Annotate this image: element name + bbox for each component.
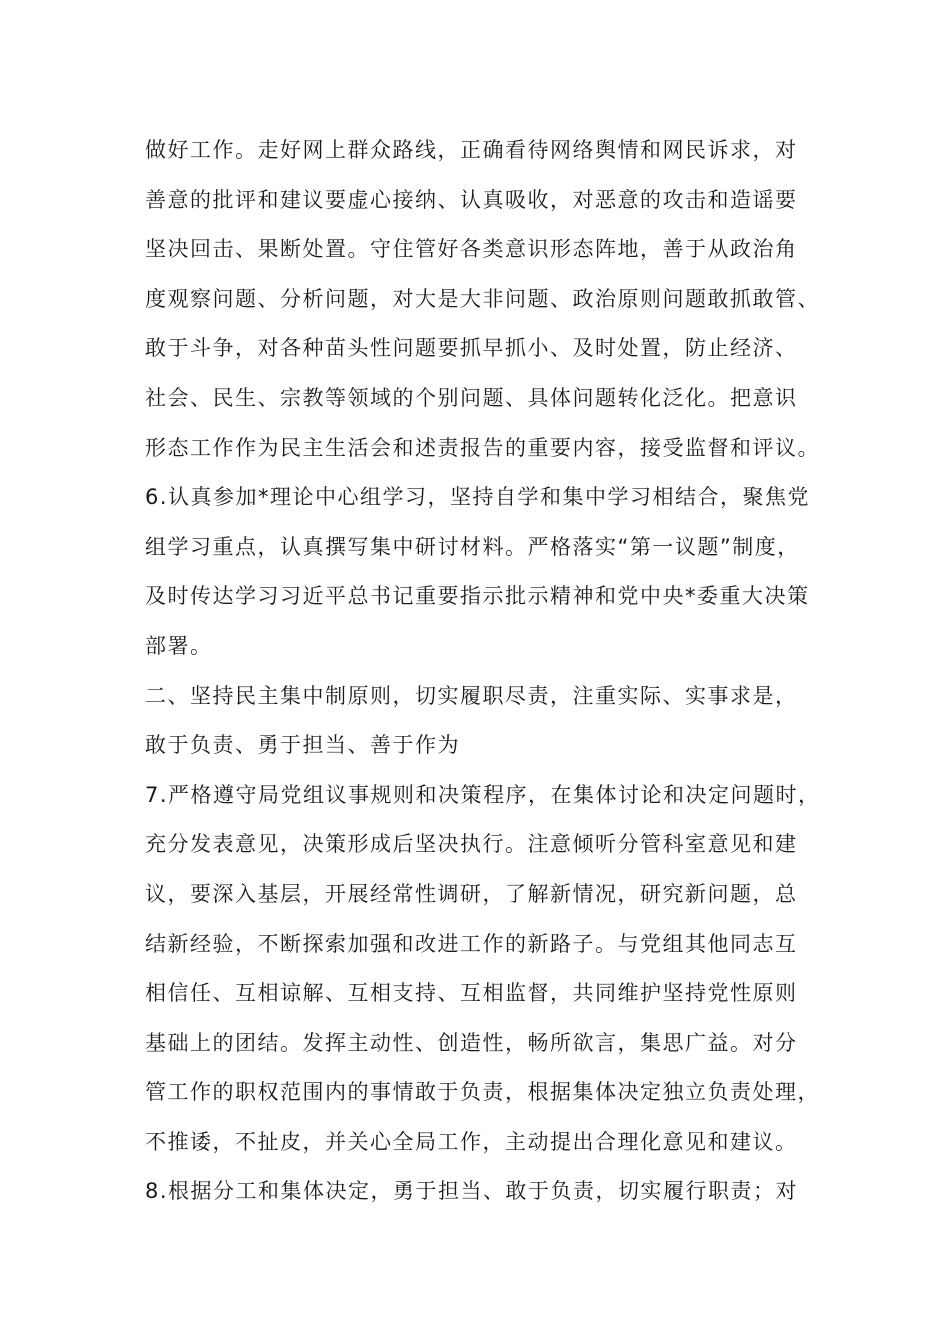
text-line: 善意的批评和建议要虚心接纳、认真吸收，对恶意的攻击和造谣要 [145, 187, 798, 212]
section-heading-line: 二、坚持民主集中制原则，切实履职尽责，注重实际、实事求是， [145, 683, 798, 708]
text-line: 结新经验，不断探索加强和改进工作的新路子。与党组其他同志互 [145, 931, 798, 956]
item-7-line: 7.严格遵守局党组议事规则和决策程序，在集体讨论和决定问题时， [145, 782, 821, 807]
text-line: 部署。 [145, 633, 213, 658]
text-line: 敢于斗争，对各种苗头性问题要抓早抓小、及时处置，防止经济、 [145, 336, 798, 361]
document-body [145, 126, 845, 1217]
text-line: 议，要深入基层，开展经常性调研，了解新情况，研究新问题，总 [145, 881, 798, 906]
text-line: 管工作的职权范围内的事情敢于负责，根据集体决定独立负责处理， [145, 1080, 820, 1105]
text-line: 不推诿，不扯皮，并关心全局工作，主动提出合理化意见和建议。 [145, 1129, 798, 1154]
text-line: 做好工作。走好网上群众路线，正确看待网络舆情和网民诉求，对 [145, 138, 798, 162]
text-line: 基础上的团结。发挥主动性、创造性，畅所欲言，集思广益。对分 [145, 1030, 798, 1055]
section-heading-line: 敢于负责、勇于担当、善于作为 [145, 733, 460, 758]
text-line: 度观察问题、分析问题，对大是大非问题、政治原则问题敢抓敢管、 [145, 286, 820, 311]
text-line: 坚决回击、果断处置。守住管好各类意识形态阵地，善于从政治角 [145, 237, 798, 262]
text-line: 及时传达学习习近平总书记重要指示批示精神和党中央*委重大决策 [145, 584, 810, 609]
text-line: 组学习重点，认真撰写集中研讨材料。严格落实“第一议题”制度， [145, 534, 800, 559]
text-line: 社会、民生、宗教等领域的个别问题、具体问题转化泛化。把意识 [145, 385, 798, 410]
text-line: 形态工作作为民主生活会和述责报告的重要内容，接受监督和评议。 [145, 435, 820, 460]
text-line: 充分发表意见，决策形成后坚决执行。注意倾听分管科室意见和建 [145, 832, 798, 857]
text-line: 相信任、互相谅解、互相支持、互相监督，共同维护坚持党性原则 [145, 981, 798, 1006]
item-8-line: 8.根据分工和集体决定，勇于担当、敢于负责，切实履行职责；对 [145, 1179, 799, 1204]
item-6-line: 6.认真参加*理论中心组学习，坚持自学和集中学习相结合，聚焦党 [145, 485, 811, 510]
